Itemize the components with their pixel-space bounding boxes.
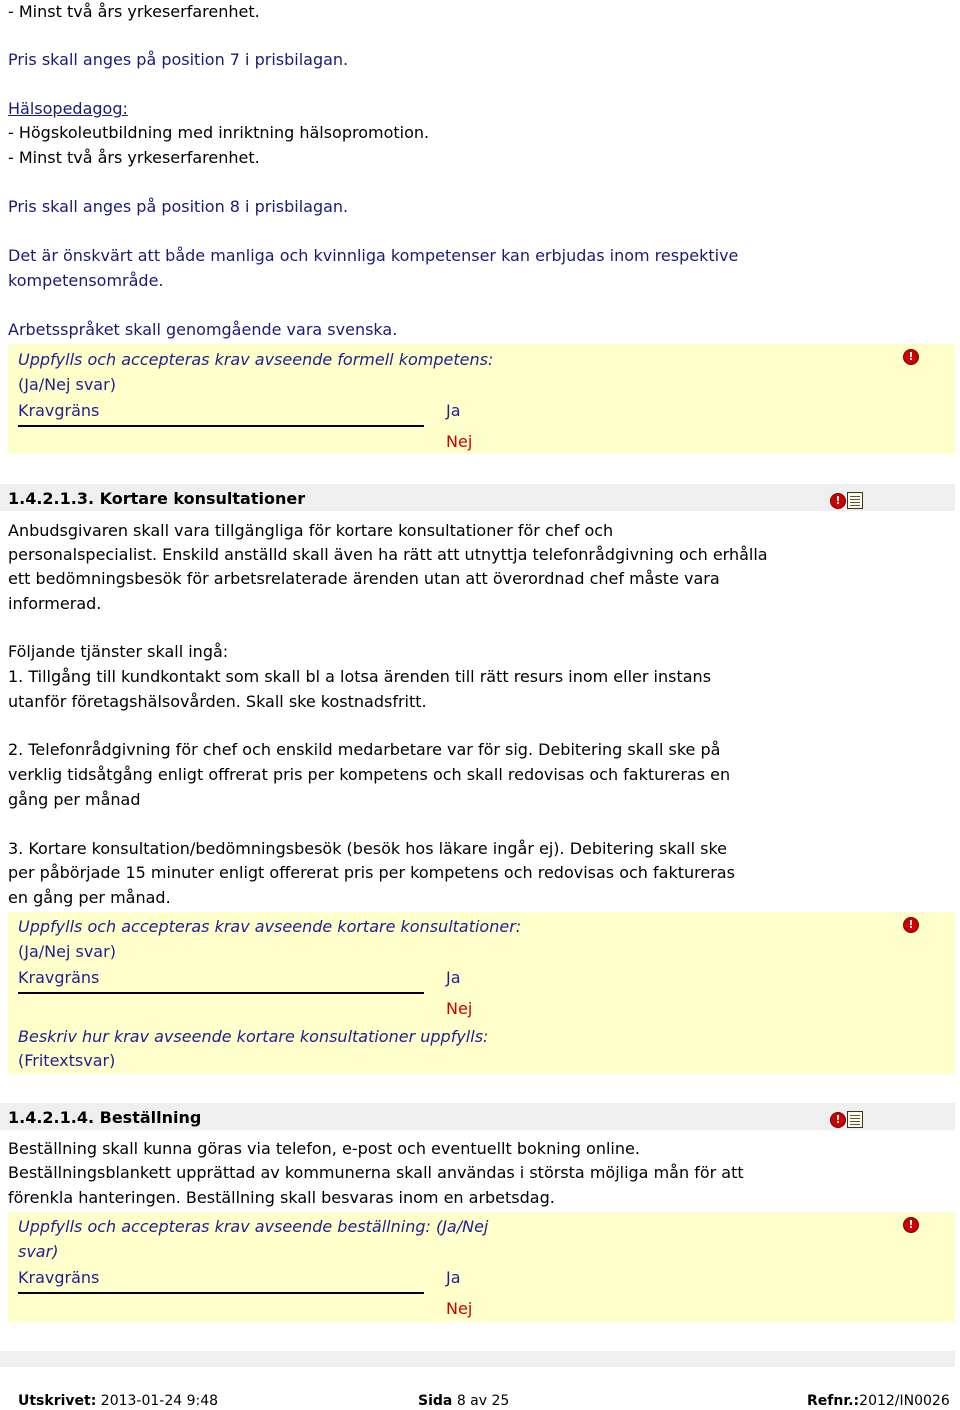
- warning-icon: !: [830, 493, 846, 509]
- section-text: informerad.: [8, 594, 102, 613]
- section-text: per påbörjade 15 minuter enligt offererat pris per kompetens och redovisas och faktureras: [8, 863, 735, 882]
- section-text: gång per månad: [8, 790, 141, 809]
- warning-icon: !: [903, 349, 919, 365]
- answer-no[interactable]: Nej: [446, 1299, 473, 1318]
- role-heading: Hälsopedagog:: [8, 99, 128, 118]
- section-text: Beställningsblankett upprättad av kommunerna skall användas i största möjliga mån för att: [8, 1163, 744, 1182]
- warning-icon: !: [903, 917, 919, 933]
- price-note: Pris skall anges på position 8 i prisbilagan.: [8, 197, 349, 216]
- printed-label: Utskrivet:: [18, 1393, 97, 1409]
- limit-underline: [18, 1292, 424, 1294]
- page-label: Sida: [418, 1393, 453, 1409]
- answer-yes[interactable]: Ja: [446, 1268, 461, 1287]
- warning-icon: !: [903, 1217, 919, 1233]
- answer-no[interactable]: Nej: [446, 432, 473, 451]
- question-title: Uppfylls och accepteras krav avseende beställning: (Ja/Nej: [18, 1217, 489, 1236]
- text-line: Arbetsspråket skall genomgående vara svenska.: [8, 320, 398, 339]
- section-text: verklig tidsåtgång enligt offrerat pris per kompetens och skall redovisas och faktureras en: [8, 765, 731, 784]
- answer-yes[interactable]: Ja: [446, 401, 461, 420]
- section-text: 3. Kortare konsultation/bedömningsbesök (besök hos läkare ingår ej). Debitering skall ske: [8, 839, 727, 858]
- section-text: Beställning skall kunna göras via telefon, e-post och eventuellt bokning online.: [8, 1139, 640, 1158]
- text-line: kompetensområde.: [8, 271, 164, 290]
- answer-yes[interactable]: Ja: [446, 968, 461, 987]
- section-text: ett bedömningsbesök för arbetsrelaterade ärenden utan att överordnad chef måste vara: [8, 569, 720, 588]
- ref-label: Refnr.:: [807, 1393, 860, 1409]
- section-text: Följande tjänster skall ingå:: [8, 642, 229, 661]
- answer-no[interactable]: Nej: [446, 999, 473, 1018]
- document-icon: [847, 492, 863, 509]
- describe-prompt: Beskriv hur krav avseende kortare konsultationer uppfylls:: [18, 1027, 489, 1046]
- question-title: Uppfylls och accepteras krav avseende formell kompetens:: [18, 350, 494, 369]
- document-icon: [847, 1111, 863, 1128]
- section-text: Anbudsgivaren skall vara tillgängliga för kortare konsultationer för chef och: [8, 521, 614, 540]
- question-title: Uppfylls och accepteras krav avseende kortare konsultationer:: [18, 917, 522, 936]
- text-line: - Minst två års yrkeserfarenhet.: [8, 148, 260, 167]
- section-text: personalspecialist. Enskild anställd skall även ha rätt att utnyttja telefonrådgivning och erhålla: [8, 545, 768, 564]
- requirement-limit-label: Kravgräns: [18, 968, 100, 987]
- describe-type: (Fritextsvar): [18, 1051, 116, 1070]
- limit-underline: [18, 992, 424, 994]
- requirement-limit-label: Kravgräns: [18, 401, 100, 420]
- section-text: en gång per månad.: [8, 888, 171, 907]
- printed-value: 2013-01-24 9:48: [100, 1393, 219, 1409]
- section-text: utanför företagshälsovården. Skall ske kostnadsfritt.: [8, 692, 427, 711]
- limit-underline: [18, 425, 424, 427]
- text-line: Det är önskvärt att både manliga och kvinnliga kompetenser kan erbjudas inom respektive: [8, 246, 739, 265]
- page-number: [418, 1392, 509, 1410]
- section-heading: 1.4.2.1.4. Beställning: [8, 1108, 202, 1127]
- question-type: (Ja/Nej svar): [18, 942, 116, 961]
- text-line: - Minst två års yrkeserfarenhet.: [8, 2, 260, 21]
- warning-icon: !: [830, 1112, 846, 1128]
- page-value: 8 av 25: [456, 1393, 510, 1409]
- printed-date: [18, 1392, 218, 1410]
- section-text: förenkla hanteringen. Beställning skall besvaras inom en arbetsdag.: [8, 1188, 555, 1207]
- section-text: 2. Telefonrådgivning för chef och enskild medarbetare var för sig. Debitering skall ske på: [8, 740, 721, 759]
- text-line: - Högskoleutbildning med inriktning hälsopromotion.: [8, 123, 430, 142]
- section-text: 1. Tillgång till kundkontakt som skall bl a lotsa ärenden till rätt resurs inom eller instans: [8, 667, 712, 686]
- price-note: Pris skall anges på position 7 i prisbilagan.: [8, 50, 349, 69]
- reference-number: [807, 1392, 950, 1410]
- section-heading: 1.4.2.1.3. Kortare konsultationer: [8, 489, 306, 508]
- question-title-cont: svar): [18, 1242, 59, 1261]
- question-type: (Ja/Nej svar): [18, 375, 116, 394]
- ref-value: 2012/IN0026: [859, 1393, 950, 1409]
- requirement-limit-label: Kravgräns: [18, 1268, 100, 1287]
- section-footer-bar: [0, 1351, 955, 1367]
